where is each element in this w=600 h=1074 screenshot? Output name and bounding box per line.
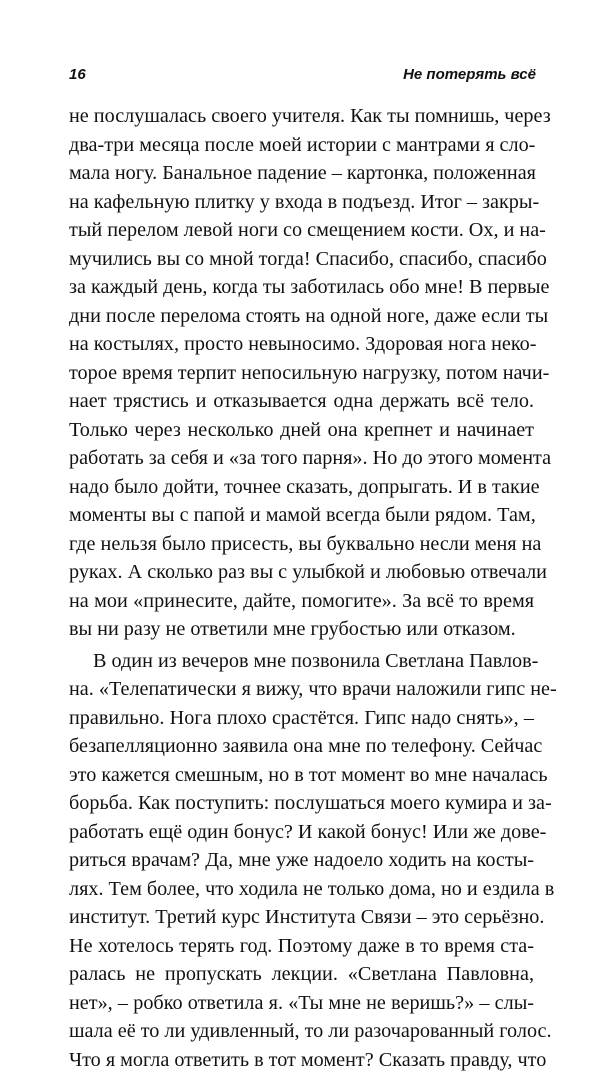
text-line: Не хотелось терять год. Поэтому даже в то время ста-	[69, 932, 534, 961]
text-line: на кафельную плитку у входа в подъезд. Итог – закры-	[69, 188, 534, 217]
text-line: безапелляционно заявила она мне по телефону. Сейчас	[69, 732, 534, 761]
text-line: В один из вечеров мне позвонила Светлана Павлов-	[69, 647, 534, 676]
text-line: за каждый день, когда ты заботилась обо мне! В первые	[69, 273, 534, 302]
text-line: тый перелом левой ноги со смещением кости. Ох, и на-	[69, 216, 534, 245]
page-header	[69, 66, 536, 88]
text-line: не послушалась своего учителя. Как ты помнишь, через	[69, 102, 534, 131]
text-line: это кажется смешным, но в тот момент во мне началась	[69, 761, 534, 790]
text-line: моменты вы с папой и мамой всегда были рядом. Там,	[69, 501, 534, 530]
text-line: где нельзя было присесть, вы буквально несли меня на	[69, 530, 534, 559]
paragraph-1	[69, 102, 534, 644]
text-line: два-три месяца после моей истории с мантрами я сло-	[69, 131, 534, 160]
text-line: руках. А сколько раз вы с улыбкой и любовью отвечали	[69, 558, 534, 587]
text-line: ралась не пропускать лекции. «Светлана Павловна,	[69, 960, 534, 989]
running-title: Не потерять всё	[403, 66, 536, 83]
text-line: шала её то ли удивленный, то ли разочарованный голос.	[69, 1017, 534, 1046]
text-line: вы ни разу не ответили мне грубостью или отказом.	[69, 615, 534, 644]
text-line: правильно. Нога плохо срастётся. Гипс надо снять», –	[69, 704, 534, 733]
text-line: институт. Третий курс Института Связи – это серьёзно.	[69, 903, 534, 932]
text-line: дни после перелома стоять на одной ноге, даже если ты	[69, 302, 534, 331]
text-line: на. «Телепатически я вижу, что врачи наложили гипс не-	[69, 675, 534, 704]
paragraph-2	[69, 647, 534, 1074]
text-line: на костылях, просто невыносимо. Здоровая нога неко-	[69, 330, 534, 359]
text-line: риться врачам? Да, мне уже надоело ходить на косты-	[69, 846, 534, 875]
text-line: на мои «принесите, дайте, помогите». За всё то время	[69, 587, 534, 616]
body-text	[69, 102, 534, 1074]
text-line: Только через несколько дней она крепнет и начинает	[69, 416, 534, 445]
page-number: 16	[69, 66, 86, 83]
text-line: лях. Тем более, что ходила не только дома, но и ездила в	[69, 875, 534, 904]
text-line: мала ногу. Банальное падение – картонка, положенная	[69, 159, 534, 188]
text-line: борьба. Как поступить: послушаться моего кумира и за-	[69, 789, 534, 818]
text-line: работать за себя и «за того парня». Но до этого момента	[69, 444, 534, 473]
text-line: нет», – робко ответила я. «Ты мне не веришь?» – слы-	[69, 989, 534, 1018]
text-line: мучились вы со мной тогда! Спасибо, спасибо, спасибо	[69, 245, 534, 274]
text-line: Что я могла ответить в тот момент? Сказать правду, что	[69, 1046, 534, 1074]
text-line: работать ещё один бонус? И какой бонус! Или же дове-	[69, 818, 534, 847]
text-line: торое время терпит непосильную нагрузку, потом начи-	[69, 359, 534, 388]
text-line: нает трястись и отказывается одна держать всё тело.	[69, 387, 534, 416]
text-line: надо было дойти, точнее сказать, допрыгать. И в такие	[69, 473, 534, 502]
